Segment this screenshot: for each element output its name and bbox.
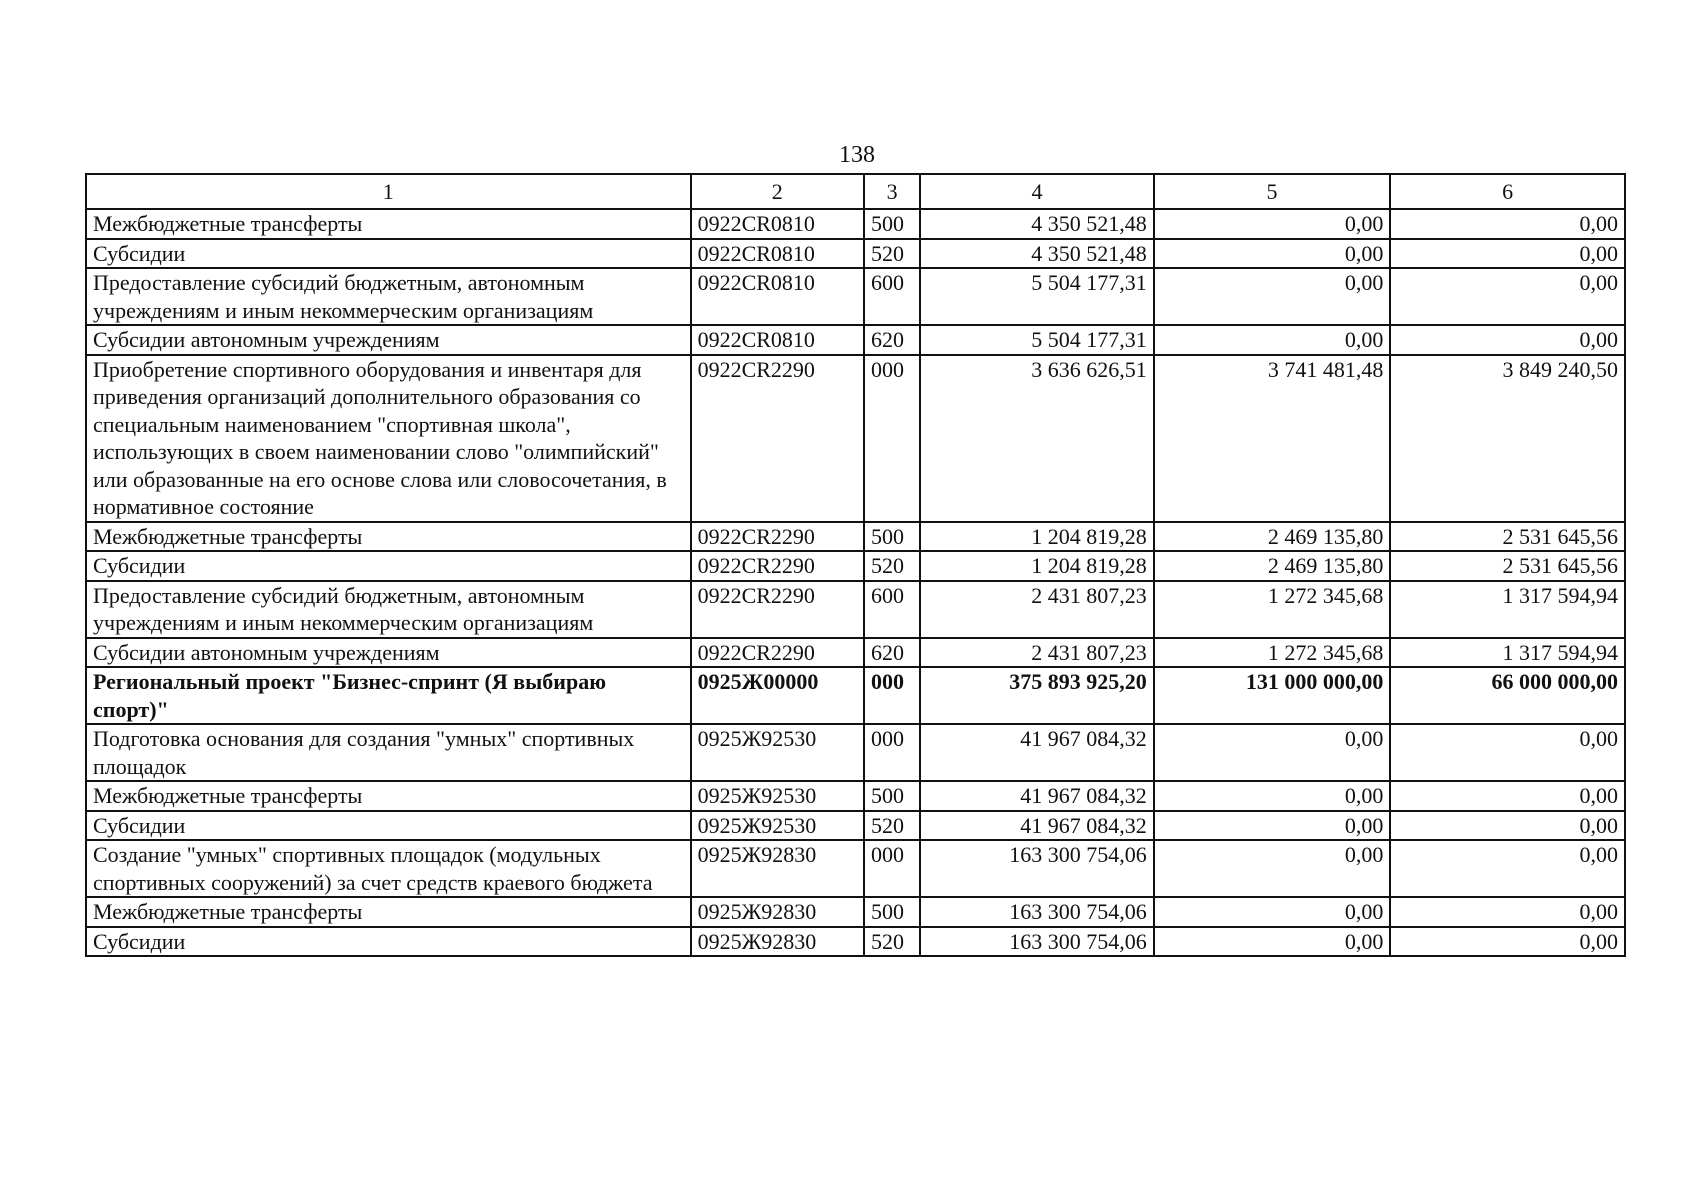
amount-col-4: 5 504 177,31 [920, 325, 1154, 355]
target-code: 0922CR2290 [691, 638, 864, 668]
item-name: Субсидии [86, 551, 691, 581]
target-code: 0925Ж92530 [691, 724, 864, 781]
table-row [86, 927, 1625, 957]
amount-col-6: 2 531 645,56 [1390, 522, 1625, 552]
target-code: 0922CR0810 [691, 268, 864, 325]
column-header: 1 [86, 174, 691, 209]
expense-type-code: 520 [864, 811, 920, 841]
amount-col-6: 66 000 000,00 [1390, 667, 1625, 724]
expense-type-code: 500 [864, 781, 920, 811]
item-name: Приобретение спортивного оборудования и инвентаря для приведения организаций дополнительного образования со специальным наименованием "спортивная школа", использующих в своем наименовании слово "олимпийский" или образованные на его основе слова или словосочетания, в нормативное состояние [86, 355, 691, 522]
amount-col-4: 4 350 521,48 [920, 209, 1154, 239]
expense-type-code: 000 [864, 355, 920, 522]
expense-type-code: 000 [864, 840, 920, 897]
amount-col-5: 0,00 [1154, 897, 1391, 927]
amount-col-4: 1 204 819,28 [920, 551, 1154, 581]
amount-col-4: 41 967 084,32 [920, 724, 1154, 781]
amount-col-6: 0,00 [1390, 724, 1625, 781]
target-code: 0922CR0810 [691, 209, 864, 239]
item-name: Субсидии [86, 239, 691, 269]
amount-col-6: 0,00 [1390, 840, 1625, 897]
item-name: Предоставление субсидий бюджетным, автономным учреждениям и иным некоммерческим организациям [86, 581, 691, 638]
amount-col-6: 0,00 [1390, 268, 1625, 325]
amount-col-5: 0,00 [1154, 781, 1391, 811]
column-header: 3 [864, 174, 920, 209]
budget-table [85, 173, 1626, 957]
column-header: 6 [1390, 174, 1625, 209]
item-name: Создание "умных" спортивных площадок (модульных спортивных сооружений) за счет средств краевого бюджета [86, 840, 691, 897]
expense-type-code: 520 [864, 551, 920, 581]
amount-col-5: 0,00 [1154, 811, 1391, 841]
target-code: 0922CR2290 [691, 581, 864, 638]
table-row [86, 667, 1625, 724]
table-row [86, 268, 1625, 325]
target-code: 0925Ж92530 [691, 781, 864, 811]
table-row [86, 811, 1625, 841]
table-row [86, 522, 1625, 552]
amount-col-4: 4 350 521,48 [920, 239, 1154, 269]
target-code: 0925Ж92830 [691, 897, 864, 927]
expense-type-code: 620 [864, 325, 920, 355]
table-row [86, 581, 1625, 638]
column-header: 2 [691, 174, 864, 209]
amount-col-4: 2 431 807,23 [920, 581, 1154, 638]
amount-col-5: 0,00 [1154, 927, 1391, 957]
table-row [86, 897, 1625, 927]
expense-type-code: 600 [864, 581, 920, 638]
amount-col-6: 2 531 645,56 [1390, 551, 1625, 581]
amount-col-4: 1 204 819,28 [920, 522, 1154, 552]
target-code: 0925Ж92830 [691, 927, 864, 957]
column-header: 4 [920, 174, 1154, 209]
column-number-row [86, 174, 1625, 209]
expense-type-code: 520 [864, 239, 920, 269]
target-code: 0925Ж92830 [691, 840, 864, 897]
table-row [86, 840, 1625, 897]
amount-col-4: 41 967 084,32 [920, 781, 1154, 811]
table-row [86, 239, 1625, 269]
amount-col-6: 0,00 [1390, 239, 1625, 269]
amount-col-4: 3 636 626,51 [920, 355, 1154, 522]
amount-col-6: 0,00 [1390, 781, 1625, 811]
item-name: Межбюджетные трансферты [86, 897, 691, 927]
table-row [86, 325, 1625, 355]
expense-type-code: 520 [864, 927, 920, 957]
page-number: 138 [839, 142, 875, 168]
amount-col-5: 0,00 [1154, 724, 1391, 781]
amount-col-5: 0,00 [1154, 840, 1391, 897]
amount-col-5: 131 000 000,00 [1154, 667, 1391, 724]
item-name: Межбюджетные трансферты [86, 522, 691, 552]
item-name: Субсидии [86, 927, 691, 957]
amount-col-4: 375 893 925,20 [920, 667, 1154, 724]
amount-col-4: 163 300 754,06 [920, 840, 1154, 897]
amount-col-6: 0,00 [1390, 209, 1625, 239]
expense-type-code: 500 [864, 209, 920, 239]
target-code: 0925Ж00000 [691, 667, 864, 724]
table-row [86, 355, 1625, 522]
table-row [86, 724, 1625, 781]
amount-col-5: 0,00 [1154, 209, 1391, 239]
item-name: Субсидии автономным учреждениям [86, 325, 691, 355]
item-name: Субсидии автономным учреждениям [86, 638, 691, 668]
item-name: Межбюджетные трансферты [86, 209, 691, 239]
expense-type-code: 500 [864, 522, 920, 552]
amount-col-5: 2 469 135,80 [1154, 551, 1391, 581]
target-code: 0922CR2290 [691, 522, 864, 552]
table-row [86, 638, 1625, 668]
column-header: 5 [1154, 174, 1391, 209]
item-name: Субсидии [86, 811, 691, 841]
amount-col-5: 2 469 135,80 [1154, 522, 1391, 552]
amount-col-5: 0,00 [1154, 268, 1391, 325]
target-code: 0925Ж92530 [691, 811, 864, 841]
amount-col-5: 1 272 345,68 [1154, 581, 1391, 638]
amount-col-5: 3 741 481,48 [1154, 355, 1391, 522]
amount-col-5: 0,00 [1154, 325, 1391, 355]
amount-col-6: 0,00 [1390, 325, 1625, 355]
table-row [86, 209, 1625, 239]
amount-col-4: 2 431 807,23 [920, 638, 1154, 668]
amount-col-5: 1 272 345,68 [1154, 638, 1391, 668]
target-code: 0922CR2290 [691, 551, 864, 581]
expense-type-code: 620 [864, 638, 920, 668]
amount-col-6: 3 849 240,50 [1390, 355, 1625, 522]
target-code: 0922CR0810 [691, 239, 864, 269]
amount-col-4: 163 300 754,06 [920, 897, 1154, 927]
amount-col-6: 0,00 [1390, 897, 1625, 927]
amount-col-4: 5 504 177,31 [920, 268, 1154, 325]
item-name: Предоставление субсидий бюджетным, автономным учреждениям и иным некоммерческим организациям [86, 268, 691, 325]
amount-col-5: 0,00 [1154, 239, 1391, 269]
item-name: Подготовка основания для создания "умных" спортивных площадок [86, 724, 691, 781]
amount-col-6: 0,00 [1390, 927, 1625, 957]
expense-type-code: 000 [864, 667, 920, 724]
amount-col-6: 0,00 [1390, 811, 1625, 841]
amount-col-4: 41 967 084,32 [920, 811, 1154, 841]
target-code: 0922CR2290 [691, 355, 864, 522]
amount-col-6: 1 317 594,94 [1390, 638, 1625, 668]
amount-col-4: 163 300 754,06 [920, 927, 1154, 957]
item-name: Межбюджетные трансферты [86, 781, 691, 811]
item-name: Региональный проект "Бизнес-спринт (Я выбираю спорт)" [86, 667, 691, 724]
table-row [86, 551, 1625, 581]
table-row [86, 781, 1625, 811]
target-code: 0922CR0810 [691, 325, 864, 355]
expense-type-code: 000 [864, 724, 920, 781]
amount-col-6: 1 317 594,94 [1390, 581, 1625, 638]
expense-type-code: 600 [864, 268, 920, 325]
expense-type-code: 500 [864, 897, 920, 927]
